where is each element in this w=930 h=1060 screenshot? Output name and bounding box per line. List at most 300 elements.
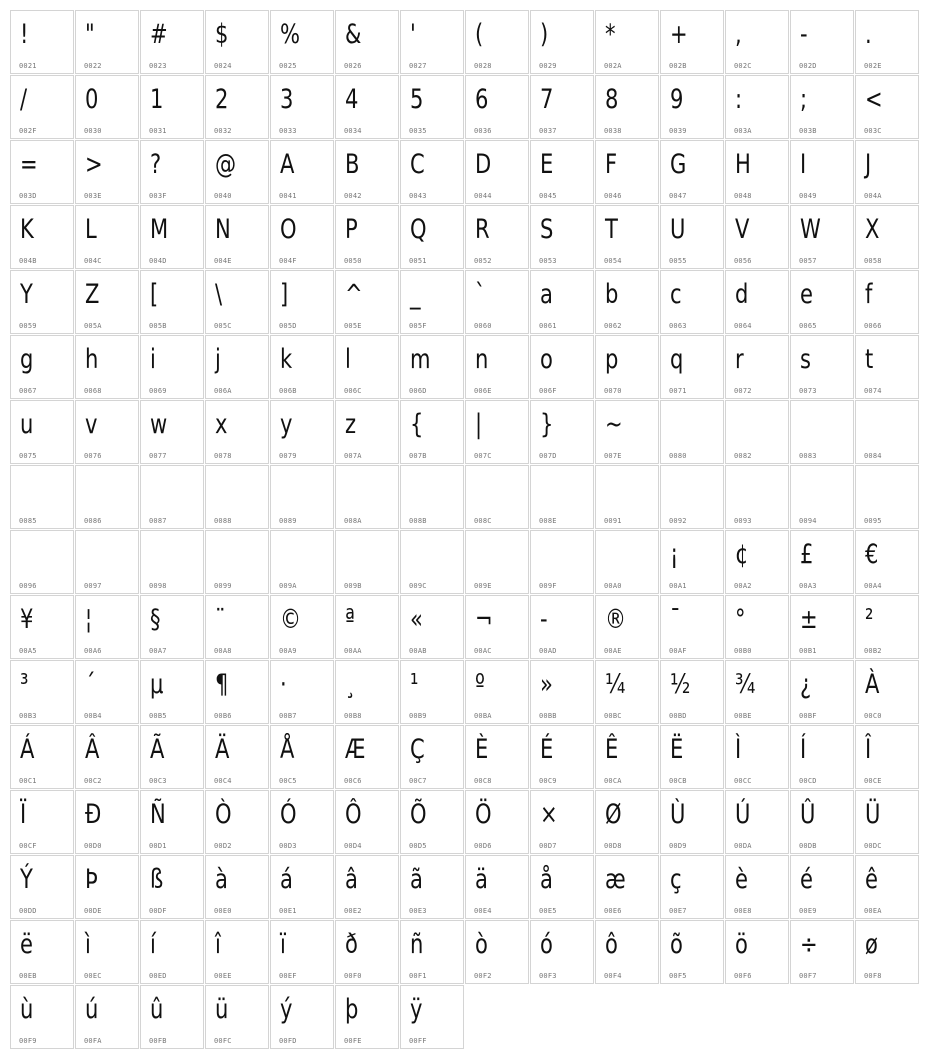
glyph-cell — [335, 270, 399, 334]
glyph-cell — [75, 595, 139, 659]
glyph-char: 3 — [280, 84, 294, 115]
glyph-code: 00E9 — [799, 907, 817, 915]
glyph-char: L — [85, 214, 97, 245]
glyph-char: - — [540, 604, 548, 635]
glyph-code: 0099 — [214, 582, 232, 590]
glyph-code: 00F1 — [409, 972, 427, 980]
glyph-cell — [595, 595, 659, 659]
glyph-char: l — [345, 344, 351, 375]
glyph-char: n — [475, 344, 489, 375]
glyph-code: 00CF — [19, 842, 37, 850]
glyph-cell — [75, 465, 139, 529]
glyph-cell — [595, 75, 659, 139]
glyph-char: é — [800, 864, 813, 895]
glyph-char: Ã — [150, 734, 165, 765]
glyph-code: 0048 — [734, 192, 752, 200]
glyph-code: 00E4 — [474, 907, 492, 915]
glyph-cell — [530, 855, 594, 919]
glyph-code: 00AD — [539, 647, 557, 655]
glyph-cell — [855, 790, 919, 854]
glyph-char: Á — [20, 734, 35, 765]
glyph-char: x — [215, 409, 228, 440]
glyph-cell — [205, 465, 269, 529]
glyph-char: õ — [670, 929, 683, 960]
glyph-cell — [75, 400, 139, 464]
glyph-code: 005D — [279, 322, 297, 330]
glyph-code: 0079 — [279, 452, 297, 460]
glyph-code: 0091 — [604, 517, 622, 525]
glyph-char: ¶ — [215, 669, 229, 700]
glyph-code: 00B9 — [409, 712, 427, 720]
glyph-cell — [595, 855, 659, 919]
glyph-cell — [790, 10, 854, 74]
glyph-cell — [270, 10, 334, 74]
glyph-code: 0071 — [669, 387, 687, 395]
glyph-cell — [465, 595, 529, 659]
glyph-code: 00AA — [344, 647, 362, 655]
glyph-cell — [400, 725, 464, 789]
glyph-cell — [660, 660, 724, 724]
glyph-cell — [205, 660, 269, 724]
glyph-char: U — [670, 214, 686, 245]
glyph-code: 002D — [799, 62, 817, 70]
glyph-cell — [530, 725, 594, 789]
glyph-code: 003F — [149, 192, 167, 200]
glyph-code: 0051 — [409, 257, 427, 265]
glyph-char: q — [670, 344, 684, 375]
glyph-char: t — [865, 344, 874, 375]
glyph-code: 00CC — [734, 777, 752, 785]
glyph-cell — [530, 75, 594, 139]
glyph-char: > — [85, 149, 103, 180]
glyph-cell — [335, 660, 399, 724]
glyph-cell — [725, 270, 789, 334]
glyph-cell — [75, 920, 139, 984]
glyph-cell — [855, 75, 919, 139]
glyph-cell — [725, 465, 789, 529]
glyph-code: 0058 — [864, 257, 882, 265]
glyph-cell — [205, 595, 269, 659]
glyph-cell — [140, 400, 204, 464]
glyph-char: ú — [85, 994, 99, 1025]
glyph-cell — [595, 465, 659, 529]
glyph-char: ß — [150, 864, 164, 895]
glyph-char: ò — [475, 929, 488, 960]
glyph-cell — [10, 660, 74, 724]
glyph-cell — [465, 790, 529, 854]
glyph-code: 0065 — [799, 322, 817, 330]
glyph-code: 0070 — [604, 387, 622, 395]
glyph-char: ë — [20, 929, 33, 960]
glyph-code: 0061 — [539, 322, 557, 330]
glyph-code: 00D3 — [279, 842, 297, 850]
glyph-char: = — [20, 149, 38, 180]
glyph-cell — [10, 855, 74, 919]
glyph-code: 0098 — [149, 582, 167, 590]
glyph-code: 007B — [409, 452, 427, 460]
glyph-code: 00F3 — [539, 972, 557, 980]
glyph-char: ü — [215, 994, 229, 1025]
glyph-cell — [790, 725, 854, 789]
glyph-char: & — [345, 19, 362, 50]
glyph-char: × — [540, 799, 558, 830]
glyph-char: Ü — [865, 799, 881, 830]
glyph-cell — [465, 400, 529, 464]
glyph-code: 007A — [344, 452, 362, 460]
glyph-cell — [270, 205, 334, 269]
glyph-cell — [270, 465, 334, 529]
glyph-char: K — [20, 214, 34, 245]
glyph-cell — [400, 530, 464, 594]
glyph-code: 00BD — [669, 712, 687, 720]
glyph-cell — [790, 465, 854, 529]
glyph-char: $ — [215, 19, 229, 50]
glyph-char: ¢ — [735, 539, 749, 570]
glyph-cell — [335, 75, 399, 139]
glyph-char: Ç — [410, 734, 425, 765]
glyph-cell — [725, 10, 789, 74]
glyph-cell — [10, 465, 74, 529]
glyph-code: 00FB — [149, 1037, 167, 1045]
glyph-code: 0036 — [474, 127, 492, 135]
glyph-char: ð — [345, 929, 358, 960]
glyph-code: 00E3 — [409, 907, 427, 915]
glyph-char: } — [540, 409, 554, 440]
glyph-char: e — [800, 279, 813, 310]
glyph-cell — [790, 920, 854, 984]
glyph-code: 00DB — [799, 842, 817, 850]
glyph-code: 00ED — [149, 972, 167, 980]
glyph-cell — [465, 205, 529, 269]
glyph-code: 003E — [84, 192, 102, 200]
glyph-char: © — [280, 604, 302, 635]
glyph-char: r — [735, 344, 744, 375]
glyph-char: µ — [150, 669, 164, 700]
glyph-char: 9 — [670, 84, 684, 115]
glyph-cell — [335, 855, 399, 919]
glyph-code: 0025 — [279, 62, 297, 70]
glyph-char: g — [20, 344, 34, 375]
glyph-char: Y — [20, 279, 33, 310]
glyph-cell — [400, 140, 464, 204]
glyph-code: 00A1 — [669, 582, 687, 590]
glyph-char: ö — [735, 929, 748, 960]
glyph-cell — [530, 205, 594, 269]
glyph-cell — [530, 660, 594, 724]
glyph-char: < — [865, 84, 883, 115]
glyph-cell — [10, 140, 74, 204]
glyph-char: { — [410, 409, 424, 440]
glyph-char: ÿ — [410, 994, 423, 1025]
glyph-code: 0042 — [344, 192, 362, 200]
glyph-cell — [465, 855, 529, 919]
glyph-code: 0024 — [214, 62, 232, 70]
glyph-code: 0062 — [604, 322, 622, 330]
glyph-char: Û — [800, 799, 816, 830]
glyph-char: 6 — [475, 84, 489, 115]
glyph-code: 00FA — [84, 1037, 102, 1045]
glyph-cell — [270, 75, 334, 139]
glyph-char: Ó — [280, 799, 297, 830]
glyph-cell — [530, 400, 594, 464]
glyph-code: 0043 — [409, 192, 427, 200]
glyph-code: 00CD — [799, 777, 817, 785]
glyph-cell — [790, 140, 854, 204]
glyph-code: 00CA — [604, 777, 622, 785]
glyph-char: Ú — [735, 799, 751, 830]
glyph-char: \ — [215, 279, 223, 310]
glyph-code: 0089 — [279, 517, 297, 525]
glyph-code: 0072 — [734, 387, 752, 395]
glyph-code: 00F4 — [604, 972, 622, 980]
glyph-code: 005C — [214, 322, 232, 330]
glyph-cell — [595, 335, 659, 399]
glyph-code: 00EE — [214, 972, 232, 980]
glyph-cell — [205, 400, 269, 464]
glyph-code: 00AC — [474, 647, 492, 655]
glyph-code: 0021 — [19, 62, 37, 70]
glyph-cell — [10, 75, 74, 139]
glyph-char: ù — [20, 994, 34, 1025]
glyph-cell — [855, 660, 919, 724]
glyph-cell — [855, 335, 919, 399]
glyph-char: % — [280, 19, 301, 50]
glyph-code: 00D2 — [214, 842, 232, 850]
glyph-cell — [725, 660, 789, 724]
glyph-code: 00BA — [474, 712, 492, 720]
glyph-cell — [400, 270, 464, 334]
glyph-cell — [335, 140, 399, 204]
glyph-cell — [725, 725, 789, 789]
glyph-code: 0022 — [84, 62, 102, 70]
glyph-char: ¿ — [800, 669, 812, 700]
glyph-cell — [205, 270, 269, 334]
glyph-code: 00D9 — [669, 842, 687, 850]
glyph-cell — [205, 855, 269, 919]
glyph-cell — [790, 660, 854, 724]
glyph-char: ¡ — [670, 539, 679, 570]
glyph-char: Æ — [345, 734, 366, 765]
glyph-cell — [140, 335, 204, 399]
glyph-cell — [10, 205, 74, 269]
glyph-char: » — [540, 669, 553, 700]
glyph-code: 00D6 — [474, 842, 492, 850]
glyph-code: 00A8 — [214, 647, 232, 655]
glyph-code: 00B2 — [864, 647, 882, 655]
glyph-char: ³ — [20, 669, 29, 700]
glyph-code: 005E — [344, 322, 362, 330]
glyph-char: Q — [410, 214, 427, 245]
glyph-cell — [465, 270, 529, 334]
glyph-code: 00F0 — [344, 972, 362, 980]
glyph-code: 0096 — [19, 582, 37, 590]
glyph-code: 00C3 — [149, 777, 167, 785]
glyph-char: º — [475, 669, 485, 700]
glyph-code: 009A — [279, 582, 297, 590]
glyph-cell — [270, 595, 334, 659]
glyph-cell — [335, 10, 399, 74]
glyph-code: 00B4 — [84, 712, 102, 720]
glyph-cell — [400, 465, 464, 529]
glyph-code: 0075 — [19, 452, 37, 460]
glyph-cell — [10, 335, 74, 399]
glyph-cell — [855, 855, 919, 919]
glyph-code: 0067 — [19, 387, 37, 395]
glyph-cell — [790, 790, 854, 854]
glyph-code: 005A — [84, 322, 102, 330]
glyph-char: T — [605, 214, 618, 245]
glyph-cell — [725, 400, 789, 464]
glyph-code: 0040 — [214, 192, 232, 200]
glyph-cell — [205, 335, 269, 399]
glyph-char: à — [215, 864, 228, 895]
glyph-char: w — [150, 409, 168, 440]
glyph-code: 00FF — [409, 1037, 427, 1045]
glyph-code: 0046 — [604, 192, 622, 200]
glyph-code: 0029 — [539, 62, 557, 70]
glyph-code: 00DD — [19, 907, 37, 915]
glyph-cell — [790, 855, 854, 919]
glyph-char: / — [20, 84, 28, 115]
glyph-code: 00D5 — [409, 842, 427, 850]
glyph-cell — [205, 790, 269, 854]
glyph-char: - — [800, 19, 808, 50]
glyph-cell — [335, 400, 399, 464]
glyph-cell — [855, 140, 919, 204]
glyph-char: Ä — [215, 734, 230, 765]
glyph-code: 00D4 — [344, 842, 362, 850]
glyph-char: : — [735, 84, 743, 115]
glyph-code: 00A5 — [19, 647, 37, 655]
glyph-code: 00E8 — [734, 907, 752, 915]
glyph-cell — [400, 985, 464, 1049]
glyph-cell — [400, 400, 464, 464]
glyph-code: 0047 — [669, 192, 687, 200]
glyph-char: ä — [475, 864, 488, 895]
glyph-char: Î — [865, 734, 872, 765]
glyph-char: « — [410, 604, 423, 635]
glyph-char: d — [735, 279, 749, 310]
glyph-code: 00A2 — [734, 582, 752, 590]
glyph-cell — [75, 530, 139, 594]
glyph-code: 007E — [604, 452, 622, 460]
glyph-char: 2 — [215, 84, 229, 115]
glyph-char: [ — [150, 279, 159, 310]
glyph-code: 006C — [344, 387, 362, 395]
glyph-char: ´ — [85, 669, 96, 700]
glyph-code: 00CB — [669, 777, 687, 785]
glyph-cell — [660, 205, 724, 269]
glyph-cell — [725, 205, 789, 269]
glyph-code: 00B3 — [19, 712, 37, 720]
glyph-cell — [465, 920, 529, 984]
glyph-code: 0078 — [214, 452, 232, 460]
glyph-cell — [855, 400, 919, 464]
glyph-code: 004A — [864, 192, 882, 200]
glyph-code: 00A0 — [604, 582, 622, 590]
glyph-code: 00AB — [409, 647, 427, 655]
glyph-cell — [725, 140, 789, 204]
glyph-char: ý — [280, 994, 293, 1025]
glyph-code: 0027 — [409, 62, 427, 70]
glyph-cell — [725, 855, 789, 919]
glyph-code: 0095 — [864, 517, 882, 525]
glyph-cell — [10, 725, 74, 789]
glyph-cell — [400, 920, 464, 984]
glyph-cell — [400, 790, 464, 854]
glyph-char: ² — [865, 604, 874, 635]
glyph-cell — [855, 270, 919, 334]
glyph-char: p — [605, 344, 619, 375]
glyph-char: ¦ — [85, 604, 93, 635]
glyph-cell — [595, 725, 659, 789]
glyph-code: 00CE — [864, 777, 882, 785]
glyph-cell — [790, 270, 854, 334]
glyph-char: ê — [865, 864, 878, 895]
glyph-code: 0060 — [474, 322, 492, 330]
glyph-code: 0056 — [734, 257, 752, 265]
glyph-cell — [595, 270, 659, 334]
glyph-cell — [465, 335, 529, 399]
glyph-cell — [270, 725, 334, 789]
glyph-char: ª — [345, 604, 355, 635]
glyph-code: 003B — [799, 127, 817, 135]
glyph-code: 00B1 — [799, 647, 817, 655]
glyph-code: 00C6 — [344, 777, 362, 785]
glyph-char: ? — [150, 149, 162, 180]
glyph-char: 4 — [345, 84, 359, 115]
glyph-cell — [660, 335, 724, 399]
glyph-char: ¼ — [605, 669, 626, 700]
glyph-char: v — [85, 409, 98, 440]
glyph-cell — [335, 335, 399, 399]
glyph-cell — [140, 270, 204, 334]
glyph-cell — [140, 920, 204, 984]
glyph-code: 00E0 — [214, 907, 232, 915]
glyph-code: 002C — [734, 62, 752, 70]
glyph-code: 00A9 — [279, 647, 297, 655]
glyph-code: 00DC — [864, 842, 882, 850]
glyph-cell — [465, 660, 529, 724]
glyph-char: È — [475, 734, 489, 765]
glyph-char: Ò — [215, 799, 232, 830]
glyph-code: 0049 — [799, 192, 817, 200]
glyph-char: X — [865, 214, 880, 245]
glyph-char: Þ — [85, 864, 98, 895]
glyph-cell — [75, 75, 139, 139]
glyph-char: ) — [540, 19, 549, 50]
glyph-cell — [10, 400, 74, 464]
glyph-code: 00A4 — [864, 582, 882, 590]
glyph-cell — [270, 790, 334, 854]
glyph-char: ¯ — [670, 604, 681, 635]
glyph-code: 004B — [19, 257, 37, 265]
glyph-code: 008E — [539, 517, 557, 525]
glyph-cell — [595, 10, 659, 74]
glyph-char: € — [865, 539, 879, 570]
glyph-char: S — [540, 214, 554, 245]
glyph-cell — [270, 270, 334, 334]
glyph-char: ¨ — [215, 604, 226, 635]
glyph-code: 0041 — [279, 192, 297, 200]
glyph-char: B — [345, 149, 360, 180]
glyph-code: 008A — [344, 517, 362, 525]
glyph-cell — [140, 595, 204, 659]
glyph-code: 0088 — [214, 517, 232, 525]
glyph-code: 009F — [539, 582, 557, 590]
glyph-cell — [530, 595, 594, 659]
glyph-code: 0092 — [669, 517, 687, 525]
